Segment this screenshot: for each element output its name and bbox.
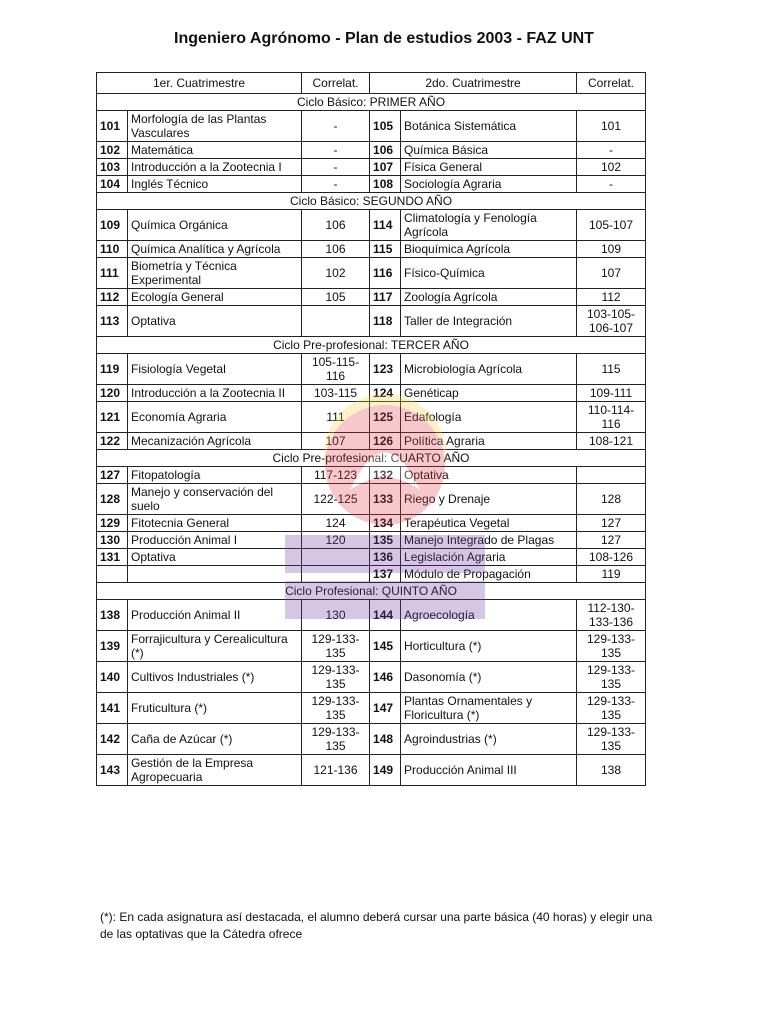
correlatives: -	[302, 142, 370, 159]
course-name: Química Orgánica	[128, 210, 302, 241]
table-row	[97, 484, 646, 515]
course-name: Producción Animal I	[128, 532, 302, 549]
correlatives: 127	[577, 532, 646, 549]
course-code: 115	[370, 241, 401, 258]
course-code: 141	[97, 693, 128, 724]
course-code: 128	[97, 484, 128, 515]
table-row	[97, 142, 646, 159]
section-title-row	[97, 337, 646, 354]
table-row	[97, 176, 646, 193]
course-name: Terapéutica Vegetal	[401, 515, 577, 532]
course-name	[128, 566, 302, 583]
course-code: 131	[97, 549, 128, 566]
course-name: Forrajicultura y Cerealicultura (*)	[128, 631, 302, 662]
correlatives: 111	[302, 402, 370, 433]
correlatives: 124	[302, 515, 370, 532]
course-name: Introducción a la Zootecnia II	[128, 385, 302, 402]
correlatives: 128	[577, 484, 646, 515]
course-code: 108	[370, 176, 401, 193]
course-code	[97, 566, 128, 583]
course-name: Sociología Agraria	[401, 176, 577, 193]
course-name: Fruticultura (*)	[128, 693, 302, 724]
course-code: 124	[370, 385, 401, 402]
course-code: 105	[370, 111, 401, 142]
footnote: (*): En cada asignatura así destacada, el alumno deberá cursar una parte básica (40 horas) y elegir una de las optativas que la Cátedra ofrece	[100, 910, 653, 941]
table-row	[97, 111, 646, 142]
course-code: 133	[370, 484, 401, 515]
correlatives: 106	[302, 241, 370, 258]
course-name: Manejo y conservación del suelo	[128, 484, 302, 515]
correlatives: -	[577, 142, 646, 159]
table-row	[97, 258, 646, 289]
course-code: 118	[370, 306, 401, 337]
course-name: Matemática	[128, 142, 302, 159]
table-row	[97, 402, 646, 433]
table-row	[97, 159, 646, 176]
course-code: 107	[370, 159, 401, 176]
table-row	[97, 566, 646, 583]
correlatives: 105	[302, 289, 370, 306]
correlatives: 129-133-135	[302, 724, 370, 755]
course-name: Política Agraria	[401, 433, 577, 450]
course-name: Fisiología Vegetal	[128, 354, 302, 385]
correlatives: 129-133-135	[302, 631, 370, 662]
correlatives: 106	[302, 210, 370, 241]
course-name: Ecología General	[128, 289, 302, 306]
section-title-row	[97, 583, 646, 600]
course-code: 140	[97, 662, 128, 693]
correlatives: 112-130-133-136	[577, 600, 646, 631]
table-row	[97, 467, 646, 484]
section-title: Ciclo Básico: PRIMER AÑO	[97, 94, 646, 111]
course-code: 134	[370, 515, 401, 532]
course-name: Bioquímica Agrícola	[401, 241, 577, 258]
course-name: Horticultura (*)	[401, 631, 577, 662]
course-name: Físico-Química	[401, 258, 577, 289]
table-row	[97, 289, 646, 306]
course-name: Microbiología Agrícola	[401, 354, 577, 385]
course-name: Zoología Agrícola	[401, 289, 577, 306]
course-name: Taller de Integración	[401, 306, 577, 337]
table-row	[97, 385, 646, 402]
course-code: 149	[370, 755, 401, 786]
section-title: Ciclo Pre-profesional: TERCER AÑO	[97, 337, 646, 354]
course-code: 110	[97, 241, 128, 258]
correlatives: -	[577, 176, 646, 193]
correlatives: 105-107	[577, 210, 646, 241]
correlatives: 107	[302, 433, 370, 450]
section-title: Ciclo Profesional: QUINTO AÑO	[97, 583, 646, 600]
course-name: Mecanización Agrícola	[128, 433, 302, 450]
course-name: Inglés Técnico	[128, 176, 302, 193]
correlatives	[302, 566, 370, 583]
course-name: Optativa	[128, 549, 302, 566]
correlatives: 138	[577, 755, 646, 786]
document-title: Ingeniero Agrónomo - Plan de estudios 2003 - FAZ UNT	[174, 30, 594, 47]
section-title-row	[97, 94, 646, 111]
course-name: Manejo Integrado de Plagas	[401, 532, 577, 549]
correlatives: 122-125	[302, 484, 370, 515]
correlatives: 120	[302, 532, 370, 549]
course-code: 122	[97, 433, 128, 450]
correlatives: 105-115-116	[302, 354, 370, 385]
course-name: Biometría y Técnica Experimental	[128, 258, 302, 289]
course-code: 148	[370, 724, 401, 755]
correlatives: 103-115	[302, 385, 370, 402]
course-code: 129	[97, 515, 128, 532]
course-code: 121	[97, 402, 128, 433]
table-row	[97, 549, 646, 566]
correlatives: 129-133-135	[577, 662, 646, 693]
table-row	[97, 724, 646, 755]
course-name: Fitopatología	[128, 467, 302, 484]
table-row	[97, 433, 646, 450]
course-name: Cultivos Industriales (*)	[128, 662, 302, 693]
course-name: Edafología	[401, 402, 577, 433]
correlatives: 101	[577, 111, 646, 142]
course-name: Riego y Drenaje	[401, 484, 577, 515]
course-code: 143	[97, 755, 128, 786]
course-code: 135	[370, 532, 401, 549]
course-name: Morfología de las Plantas Vasculares	[128, 111, 302, 142]
correlatives: 112	[577, 289, 646, 306]
table-row	[97, 600, 646, 631]
course-code: 112	[97, 289, 128, 306]
correlatives: 115	[577, 354, 646, 385]
course-name: Química Analítica y Agrícola	[128, 241, 302, 258]
correlatives: 108-126	[577, 549, 646, 566]
correlatives: -	[302, 111, 370, 142]
table-header-row	[97, 73, 646, 94]
correlatives: 130	[302, 600, 370, 631]
header-correlatives-1: Correlat.	[302, 73, 370, 94]
course-name: Caña de Azúcar (*)	[128, 724, 302, 755]
course-code: 146	[370, 662, 401, 693]
course-name: Genéticap	[401, 385, 577, 402]
course-code: 114	[370, 210, 401, 241]
correlatives: 109	[577, 241, 646, 258]
correlatives: 121-136	[302, 755, 370, 786]
course-code: 125	[370, 402, 401, 433]
course-name: Optativa	[128, 306, 302, 337]
course-code: 120	[97, 385, 128, 402]
table-row	[97, 693, 646, 724]
table-row	[97, 210, 646, 241]
course-code: 123	[370, 354, 401, 385]
study-plan-table	[96, 72, 646, 786]
course-name: Plantas Ornamentales y Floricultura (*)	[401, 693, 577, 724]
course-code: 147	[370, 693, 401, 724]
table-row	[97, 631, 646, 662]
table-row	[97, 515, 646, 532]
course-code: 139	[97, 631, 128, 662]
course-name: Legislación Agraria	[401, 549, 577, 566]
course-code: 103	[97, 159, 128, 176]
correlatives: 129-133-135	[577, 724, 646, 755]
course-code: 119	[97, 354, 128, 385]
table-row	[97, 354, 646, 385]
course-code: 111	[97, 258, 128, 289]
course-code: 142	[97, 724, 128, 755]
course-name: Dasonomía (*)	[401, 662, 577, 693]
correlatives: 117-123	[302, 467, 370, 484]
course-code: 117	[370, 289, 401, 306]
correlatives: 129-133-135	[577, 693, 646, 724]
course-name: Módulo de Propagación	[401, 566, 577, 583]
table-row	[97, 306, 646, 337]
course-code: 104	[97, 176, 128, 193]
course-code: 144	[370, 600, 401, 631]
section-title-row	[97, 450, 646, 467]
course-name: Economía Agraria	[128, 402, 302, 433]
header-second-semester: 2do. Cuatrimestre	[370, 73, 577, 94]
course-name: Botánica Sistemática	[401, 111, 577, 142]
correlatives: 129-133-135	[302, 693, 370, 724]
course-code: 106	[370, 142, 401, 159]
course-code: 130	[97, 532, 128, 549]
course-code: 109	[97, 210, 128, 241]
correlatives: 109-111	[577, 385, 646, 402]
course-code: 145	[370, 631, 401, 662]
course-name: Agroindustrias (*)	[401, 724, 577, 755]
correlatives: 119	[577, 566, 646, 583]
course-code: 102	[97, 142, 128, 159]
table-row	[97, 241, 646, 258]
section-title-row	[97, 193, 646, 210]
section-title: Ciclo Básico: SEGUNDO AÑO	[97, 193, 646, 210]
table-row	[97, 532, 646, 549]
course-code: 101	[97, 111, 128, 142]
correlatives	[577, 467, 646, 484]
table-body	[97, 94, 646, 786]
correlatives: 129-133-135	[302, 662, 370, 693]
course-name: Química Básica	[401, 142, 577, 159]
correlatives	[302, 306, 370, 337]
course-code: 127	[97, 467, 128, 484]
course-name: Fitotecnia General	[128, 515, 302, 532]
course-code: 136	[370, 549, 401, 566]
course-code: 132	[370, 467, 401, 484]
correlatives	[302, 549, 370, 566]
course-code: 137	[370, 566, 401, 583]
table-row	[97, 662, 646, 693]
course-code: 116	[370, 258, 401, 289]
section-title: Ciclo Pre-profesional: CUARTO AÑO	[97, 450, 646, 467]
correlatives: 129-133-135	[577, 631, 646, 662]
correlatives: 102	[577, 159, 646, 176]
course-code: 138	[97, 600, 128, 631]
correlatives: -	[302, 159, 370, 176]
correlatives: -	[302, 176, 370, 193]
course-name: Agroecología	[401, 600, 577, 631]
course-code: 113	[97, 306, 128, 337]
course-name: Optativa	[401, 467, 577, 484]
header-correlatives-2: Correlat.	[577, 73, 646, 94]
course-name: Climatología y Fenología Agrícola	[401, 210, 577, 241]
course-name: Producción Animal II	[128, 600, 302, 631]
course-name: Física General	[401, 159, 577, 176]
table-row	[97, 755, 646, 786]
correlatives: 108-121	[577, 433, 646, 450]
correlatives: 127	[577, 515, 646, 532]
correlatives: 110-114-116	[577, 402, 646, 433]
course-name: Gestión de la Empresa Agropecuaria	[128, 755, 302, 786]
course-code: 126	[370, 433, 401, 450]
correlatives: 102	[302, 258, 370, 289]
correlatives: 103-105-106-107	[577, 306, 646, 337]
header-first-semester: 1er. Cuatrimestre	[97, 73, 302, 94]
course-name: Introducción a la Zootecnia I	[128, 159, 302, 176]
course-name: Producción Animal III	[401, 755, 577, 786]
correlatives: 107	[577, 258, 646, 289]
